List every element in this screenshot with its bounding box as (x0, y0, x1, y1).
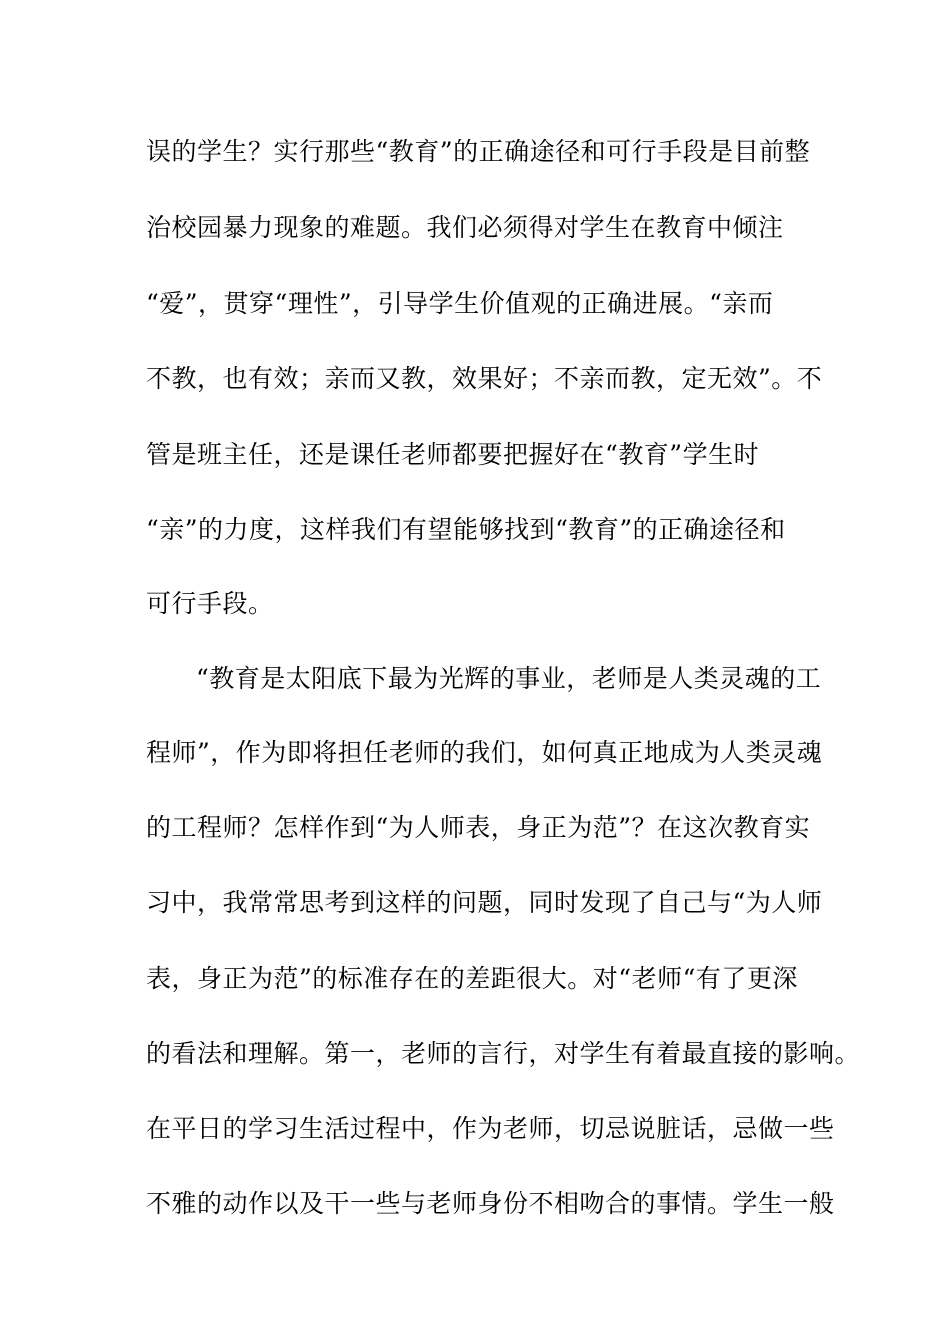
text-line: “爱”，贯穿“理性”，引导学生价值观的正确进展。“亲而 (146, 289, 774, 318)
text-line: 表，身正为范”的标准存在的差距很大。对“老师“有了更深 (146, 964, 798, 993)
text-line: 习中，我常常思考到这样的问题，同时发现了自己与“为人师 (146, 888, 823, 917)
text-line: 在平日的学习生活过程中，作为老师，切忌说脏话，忌做一些 (146, 1114, 835, 1143)
text-line: 不雅的动作以及干一些与老师身份不相吻合的事情。学生一般 (146, 1189, 835, 1218)
text-line: 误的学生？实行那些“教育”的正确途径和可行手段是目前整 (146, 137, 811, 166)
text-line: 的工程师？怎样作到“为人师表，身正为范”？在这次教育实 (146, 813, 811, 842)
text-line: “亲”的力度，这样我们有望能够找到“教育”的正确途径和 (146, 515, 786, 544)
text-line-indented: “教育是太阳底下最为光辉的事业，老师是人类灵魂的工 (196, 664, 822, 693)
text-line: 的看法和理解。第一，老师的言行，对学生有着最直接的影响。 (146, 1039, 861, 1068)
text-line: 治校园暴力现象的难题。我们必须得对学生在教育中倾注 (146, 213, 784, 242)
text-line: 可行手段。 (146, 589, 274, 618)
text-line: 程师”，作为即将担任老师的我们，如何真正地成为人类灵魂 (146, 738, 823, 767)
text-line: 管是班主任，还是课任老师都要把握好在“教育”学生时 (146, 440, 760, 469)
text-line: 不教，也有效；亲而又教，效果好；不亲而教，定无效”。不 (146, 364, 823, 393)
